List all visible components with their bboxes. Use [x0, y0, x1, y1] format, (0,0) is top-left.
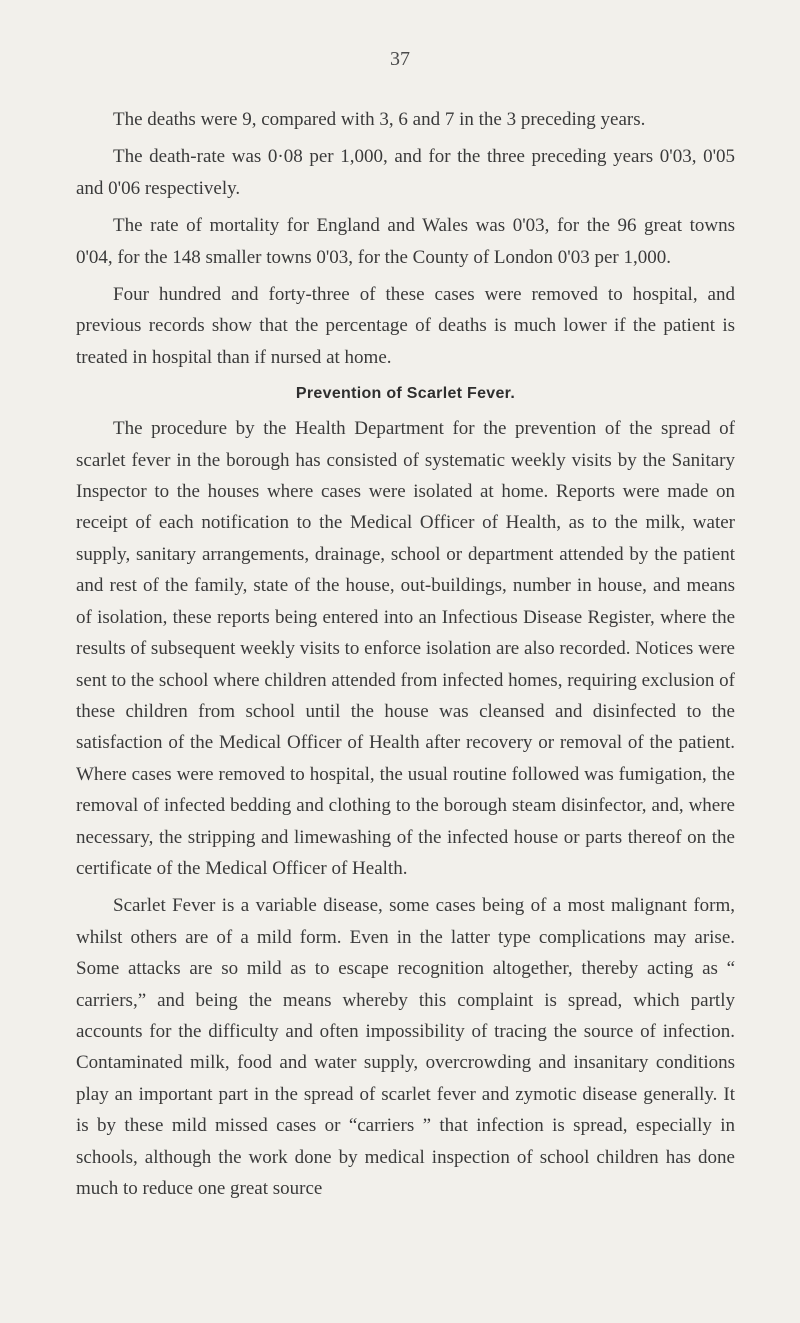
- paragraph-mortality-comparison: The rate of mortality for England and Wales was 0'03, for the 96 great towns 0'04, for the 148 smaller towns 0'03, for the County of London 0'03 per 1,000.: [76, 215, 735, 268]
- page-body: [76, 104, 735, 1210]
- paragraph-procedure: The procedure by the Health Department for the prevention of the spread of scarlet fever in the borough has consisted of systematic weekly visits by the Sanitary Inspector to the houses where cases were isolated at home. Reports were made on receipt of each notification to the Medical Officer of Health, as to the milk, water supply, sanitary arrangements, drainage, school or department attended by the patient and rest of the family, state of the house, out-buildings, number in house, and means of isolation, these reports being entered into an Infectious Disease Register, where the results of subsequent weekly visits to enforce isolation are also recorded. Notices were sent to the school where children attended from infected homes, requiring exclusion of these children from school until the house was cleansed and disinfected to the satisfaction of the Medical Officer of Health after recovery or removal of the patient. Where cases were removed to hospital, the usual routine followed was fumigation, the removal of infected bedding and clothing to the borough steam disinfector, and, where necessary, the stripping and limewashing of the infected house or parts thereof on the certificate of the Medical Officer of Health.: [76, 418, 735, 879]
- paragraph-hospital-removals: Four hundred and forty-three of these cases were removed to hospital, and previous records show that the percentage of deaths is much lower if the patient is treated in hospital than if nursed at home.: [76, 284, 735, 368]
- paragraph-deaths: The deaths were 9, compared with 3, 6 and 7 in the 3 preceding years.: [113, 109, 646, 130]
- paragraph-death-rate: The death-rate was 0·08 per 1,000, and for the three preceding years 0'03, 0'05 and 0'06 respectively.: [76, 146, 735, 199]
- page-number: 37: [390, 48, 410, 70]
- section-heading: Prevention of Scarlet Fever.: [295, 385, 516, 403]
- paragraph-variable-disease: Scarlet Fever is a variable disease, some cases being of a most malignant form, whilst others are of a mild form. Even in the latter type complications may arise. Some attacks are so mild as to escape recognition altogether, thereby acting as “ carriers,” and being the means whereby this complaint is spread, which partly accounts for the difficulty and often impossibility of tracing the source of infection. Contaminated milk, food and water supply, overcrowding and insanitary conditions play an important part in the spread of scarlet fever and zymotic disease generally. It is by these mild missed cases or “carriers ” that infection is spread, especially in schools, although the work done by medical inspection of school children has done much to reduce one great source: [76, 895, 735, 1199]
